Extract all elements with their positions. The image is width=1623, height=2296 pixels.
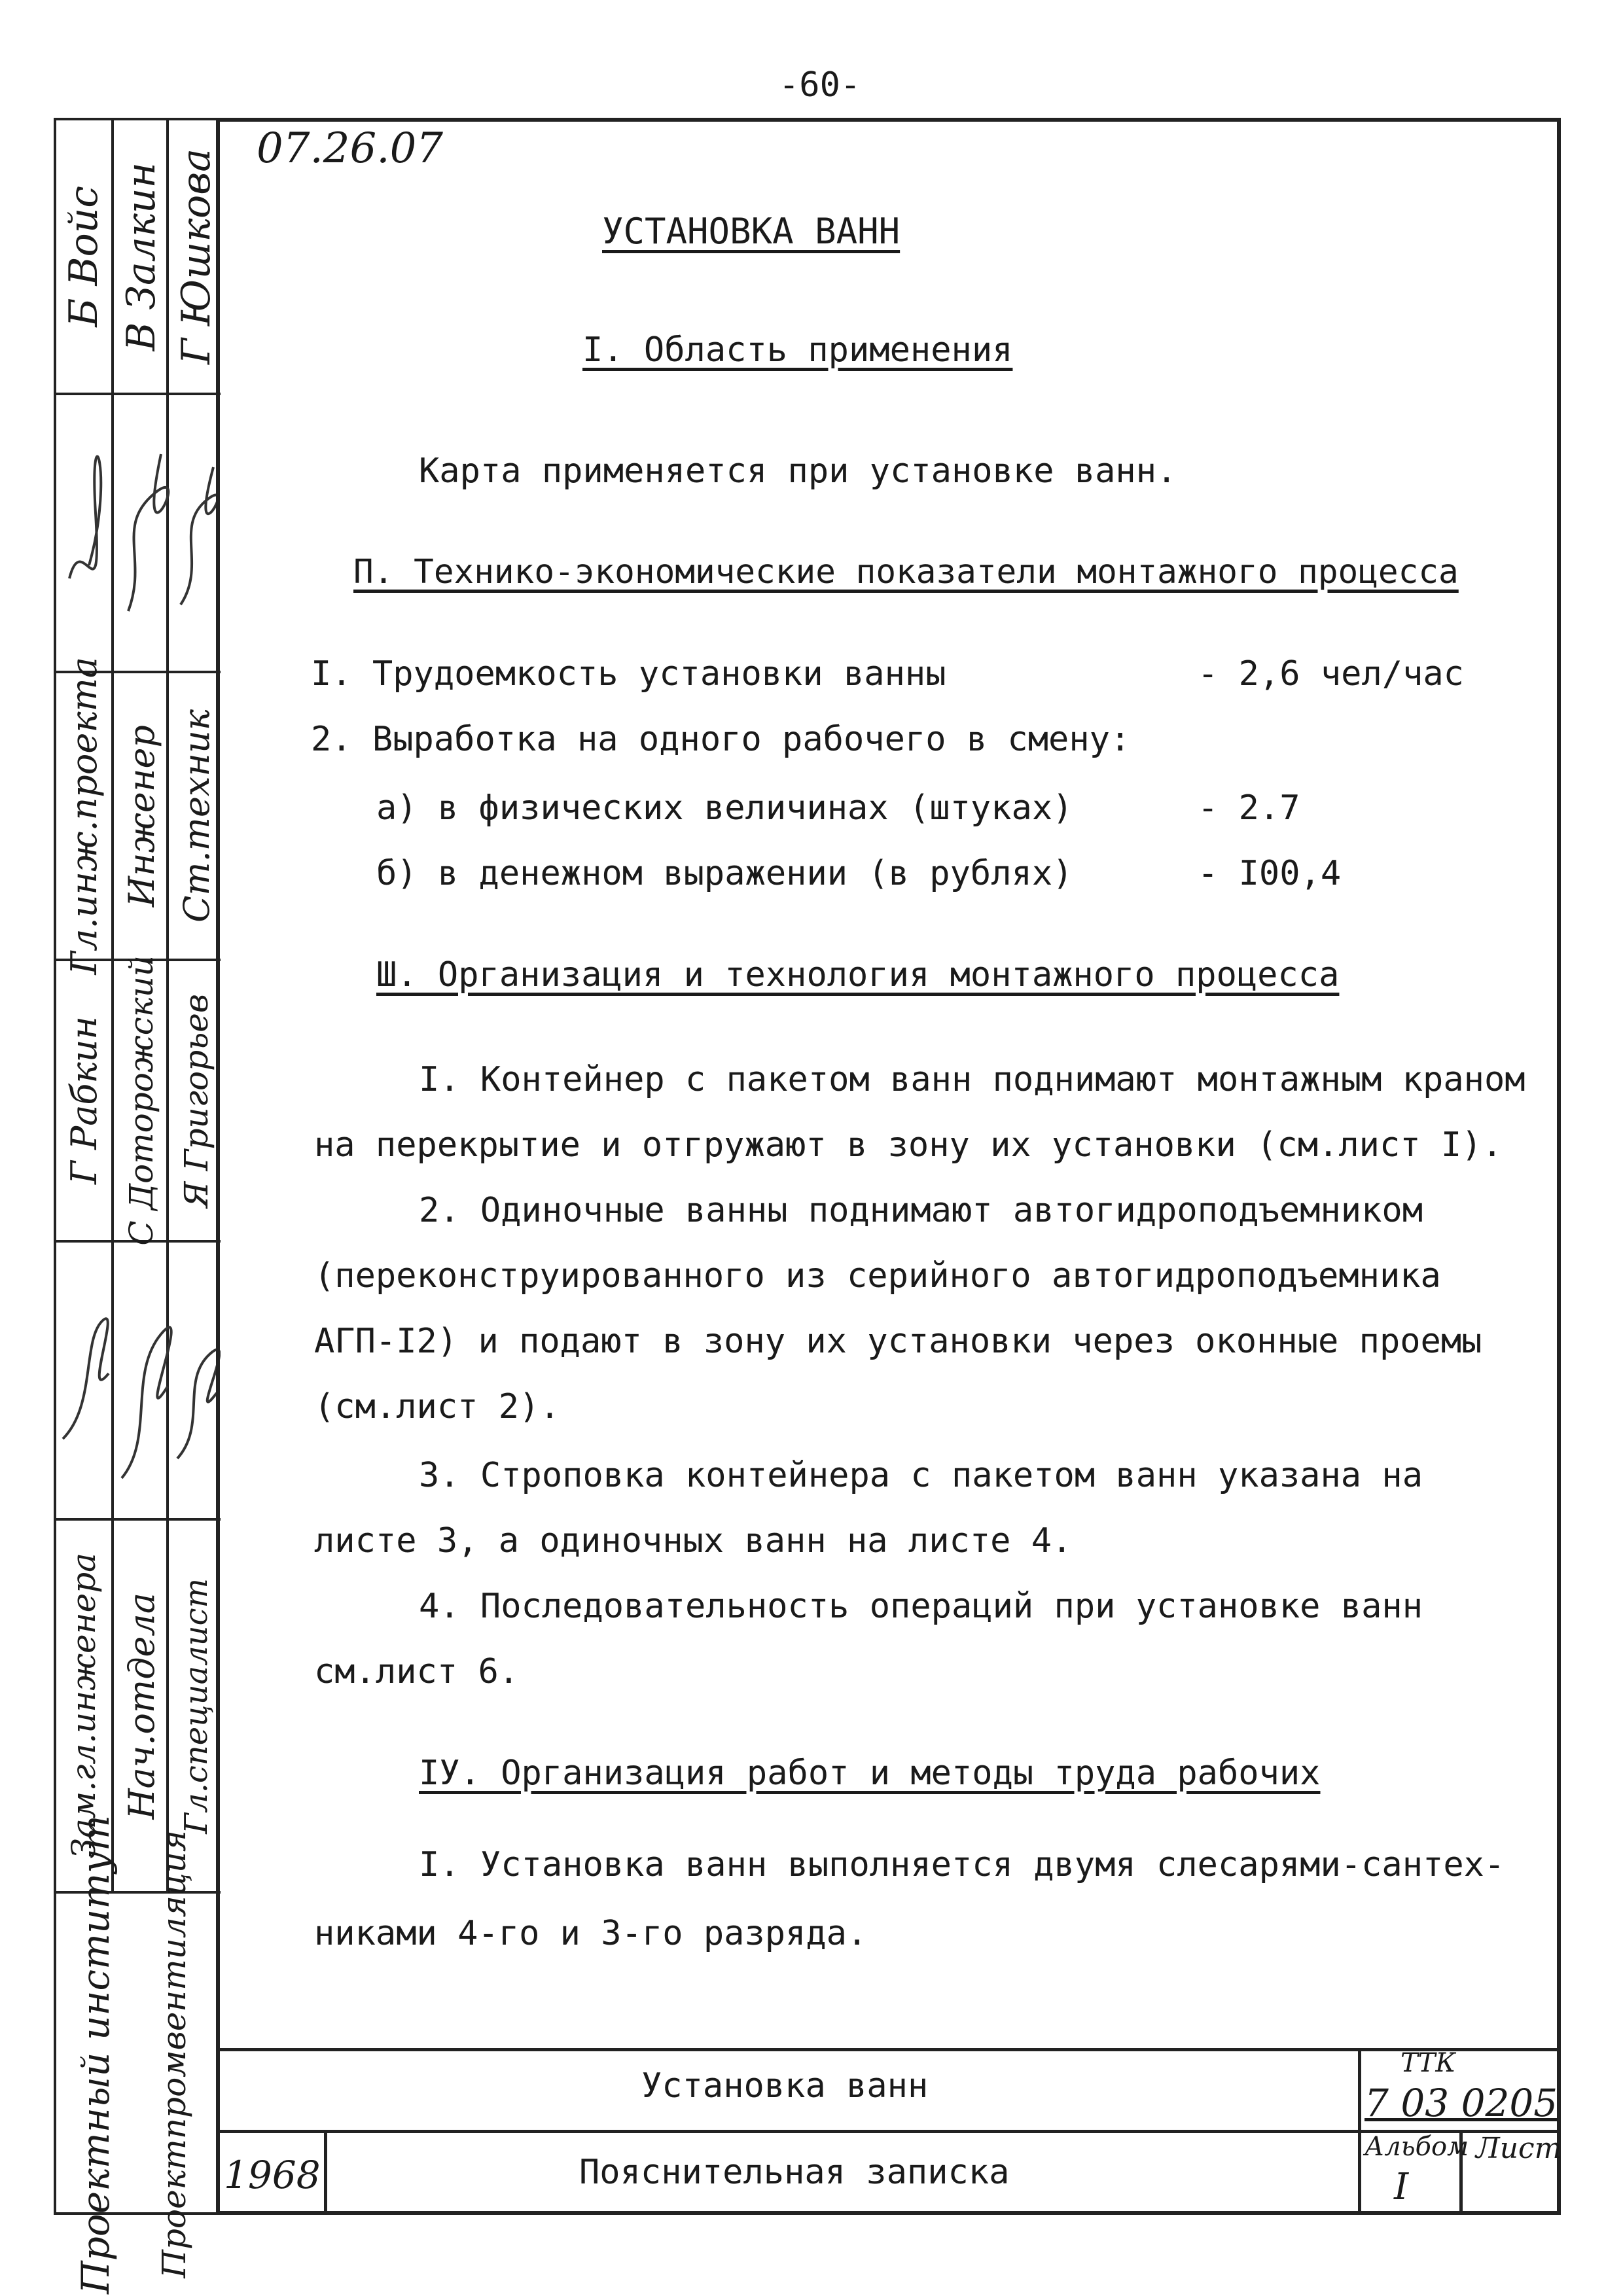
sidebar-row-names-2 [56, 955, 221, 1246]
sidebar-name: В Залкин [118, 162, 164, 351]
stamp-album-value: I [1394, 2166, 1409, 2208]
sidebar-row-signatures-2 [56, 1243, 221, 1521]
stamp-ttk-label: ТТК [1400, 2048, 1456, 2078]
paragraph-line: АГП-I2) и подают в зону их установки через оконные проемы [314, 1322, 1482, 1361]
sidebar-row-names-1 [56, 120, 221, 395]
indicator-value: - 2.7 [1198, 788, 1300, 828]
stamp-album-label: Альбом [1364, 2132, 1469, 2162]
signature [56, 395, 221, 673]
sidebar-title: Гл.инж.проекта [63, 657, 105, 975]
paragraph-line: листе 3, а одиночных ванн на листе 4. [314, 1521, 1073, 1561]
indicator-label: 2. Выработка на одного рабочего в смену: [311, 720, 1131, 759]
sidebar-org: Проектпромвентиляция [155, 1830, 193, 2278]
stamp-sheet-label: Лист [1476, 2132, 1562, 2165]
section-heading-2: П. Технико-экономические показатели монтажного процесса [353, 553, 1459, 592]
stamp-year: 1968 [224, 2153, 321, 2197]
sidebar-name: С Доторожский [122, 955, 160, 1246]
sidebar-name: Г Рабкин [63, 1016, 105, 1185]
signature [56, 1243, 221, 1521]
paragraph-line: см.лист 6. [314, 1652, 520, 1691]
paragraph-line: 4. Последовательность операций при установке ванн [419, 1587, 1423, 1626]
section-heading-1: I. Область применения [582, 330, 1013, 370]
indicator-label: I. Трудоемкость установки ванны [311, 654, 946, 694]
paragraph-line: I. Установка ванн выполняется двумя слесарями-сантех- [419, 1845, 1505, 1884]
paragraph-line: Карта применяется при установке ванн. [419, 451, 1177, 491]
indicator-value: - 2,6 чел/час [1198, 654, 1464, 694]
page-frame [216, 118, 1561, 2215]
paragraph-line: I. Контейнер с пакетом ванн поднимают монтажным краном [419, 1060, 1525, 1099]
sidebar-row-titles-1 [56, 657, 221, 975]
sidebar-name: Я Григорьев [177, 993, 215, 1208]
page-number: -60- [779, 65, 861, 105]
paragraph-line: (см.лист 2). [314, 1387, 560, 1426]
sidebar-name: Б Войс [61, 186, 107, 327]
paragraph-line: (переконструированного из серийного автогидроподъемника [314, 1256, 1441, 1296]
sidebar-title: Нач.отдела [120, 1592, 162, 1820]
indicator-label: а) в физических величинах (штуках) [376, 788, 1073, 828]
sidebar-title: Зам.гл.инженера [65, 1553, 103, 1859]
sidebar-title: Ст.техник [175, 709, 217, 923]
sidebar-title: Гл.специалист [178, 1578, 215, 1834]
title-block [216, 2048, 1561, 2215]
paragraph-line: никами 4-го и 3-го разряда. [314, 1914, 868, 1953]
sidebar-row-signatures-1 [56, 395, 221, 673]
section-heading-3: Ш. Организация и технология монтажного процесса [376, 955, 1340, 995]
paragraph-line: 3. Строповка контейнера с пакетом ванн указана на [419, 1456, 1423, 1495]
sidebar-title: Инженер [120, 724, 162, 908]
document-code: 07.26.07 [257, 124, 443, 173]
approval-sidebar [54, 118, 221, 2294]
indicator-label: б) в денежном выражении (в рублях) [376, 854, 1073, 893]
sidebar-name: Г Юшкова [173, 149, 219, 364]
page-title: УСТАНОВКА ВАНН [602, 211, 901, 252]
indicator-value: - I00,4 [1198, 854, 1342, 893]
stamp-document-name: Установка ванн [641, 2066, 929, 2106]
paragraph-line: на перекрытие и отгружают в зону их установки (см.лист I). [314, 1125, 1503, 1165]
stamp-ttk-number: 7 03 0205 [1364, 2081, 1558, 2125]
paragraph-line: 2. Одиночные ванны поднимают автогидроподъемником [419, 1191, 1423, 1230]
stamp-document-type: Пояснительная записка [579, 2153, 1010, 2192]
section-heading-4: IУ. Организация работ и методы труда рабочих [419, 1754, 1321, 1793]
sidebar-row-organization [56, 1814, 221, 2294]
sidebar-org: Проектный институт [73, 1814, 118, 2294]
